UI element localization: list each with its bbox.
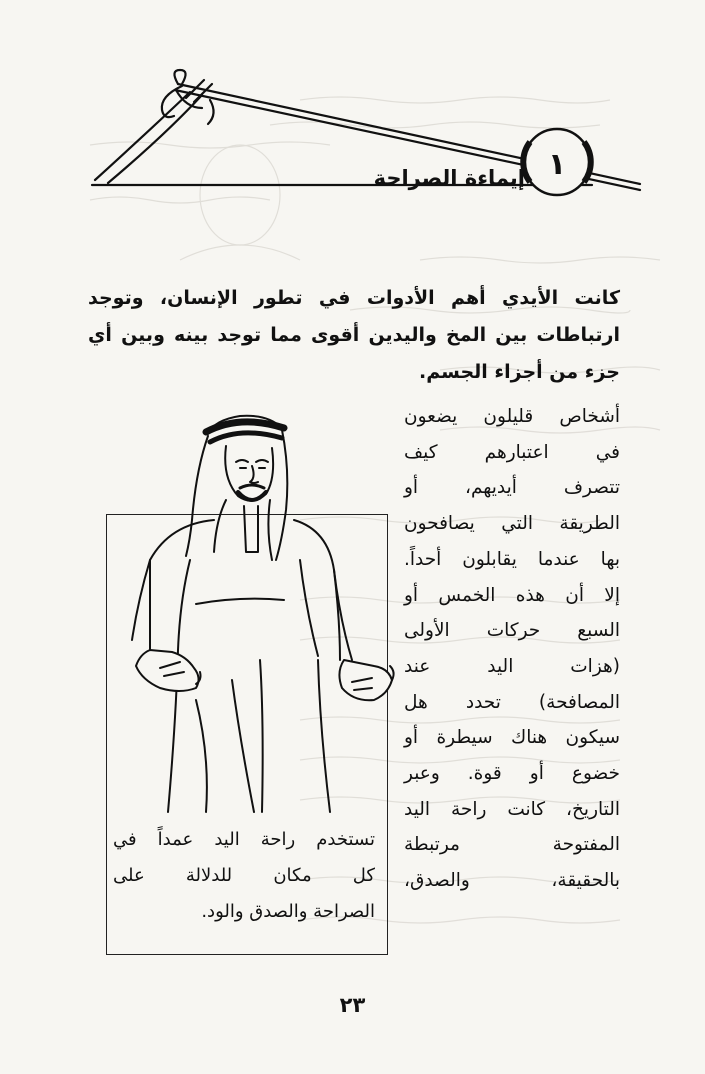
caption-line: تستخدم راحة اليد عمداً في (113, 829, 375, 850)
body-line: سيكون هناك سيطرة أو (404, 727, 620, 749)
page-number: ٢٣ (339, 993, 366, 1017)
caption-line: كل مكان للدلالة على (113, 865, 375, 886)
chapter-number: ١ (547, 147, 567, 182)
body-line: (هزات اليد عند (404, 655, 620, 677)
caption-line: الصراحة والصدق والود. (201, 901, 375, 922)
chapter-title: إيماءة الصراحة (373, 166, 525, 190)
man-open-palms-illustration (80, 400, 400, 820)
body-line: بها عندما يقابلون أحداً. (404, 548, 620, 570)
body-line: بالحقيقة، والصدق، (404, 870, 620, 892)
body-line: التاريخ، كانت راحة اليد (404, 798, 620, 820)
body-line: في اعتبارهم كيف (404, 441, 620, 463)
body-text-column (404, 399, 620, 899)
figure-caption (113, 822, 375, 930)
body-line: السبع حركات الأولى (404, 620, 620, 642)
body-line: إلا أن هذه الخمس أو (404, 584, 620, 606)
body-line: تتصرف أيديهم، أو (404, 477, 620, 499)
chapter-header-ornament (0, 0, 705, 260)
body-line: المصافحة) تحدد هل (404, 691, 620, 713)
body-line: خضوع أو قوة. وعبر (404, 763, 620, 785)
body-line: الطريقة التي يصافحون (404, 513, 620, 535)
body-line: أشخاص قليلون يضعون (404, 406, 620, 427)
intro-paragraph: كانت الأيدي أهم الأدوات في تطور الإنسان، وتوجد ارتباطات بين المخ واليدين أقوى مما توجد بينه وبين أي جزء من أجزاء الجسم. (88, 287, 620, 383)
body-line: المفتوحة مرتبطة (404, 834, 620, 856)
